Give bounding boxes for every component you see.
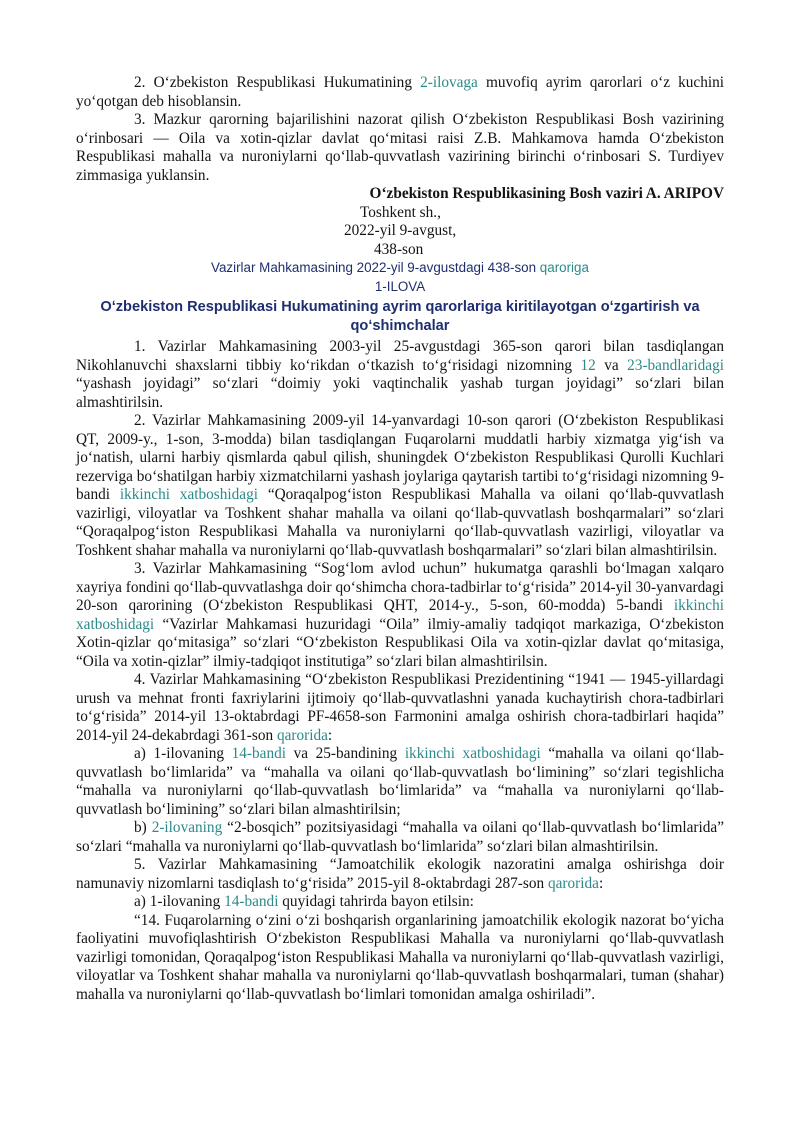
link-ikkinchi-xatboshidagi[interactable]: ikkinchi xatboshidagi (119, 486, 258, 503)
link-ikkinchi-xatboshidagi[interactable]: ikkinchi xatboshidagi (404, 745, 541, 762)
link-14-bandi[interactable]: 14-bandi (224, 893, 279, 910)
item-3: 3. Vazirlar Mahkamasining “Sogʻlom avlod uchun” hukumatga qarashli boʻlmagan xalqaro xayriya fondini qoʻllab-quvvatlashga doir qoʻshimcha chora-tadbirlar toʻgʻrisida” 2014-yil 30-yanvardagi 20-son qarorining (Oʻzbekiston Respublikasi QHT, 2014-y., 5-son, 60-modda) 5-bandi ikkinchi xatboshidagi “Vazirlar Mahkamasi huzuridagi “Oila” ilmiy-amaliy tadqiqot markaziga, Oʻzbekiston Xotin-qizlar qoʻmitasiga” soʻzlari “Oʻzbekiston Respublikasi Oila va xotin-qizlar davlat qoʻmitasiga, “Oila va xotin-qizlar” ilmiy-tadqiqot institutiga” soʻzlari bilan almashtirilsin. (76, 560, 724, 670)
link-ikkinchi-xatboshidagi[interactable]: ikkinchi xatboshidagi (76, 597, 724, 633)
annex-title: Oʻzbekiston Respublikasi Hukumatining ayrim qarorlariga kiritilayotgan oʻzgartirish va qoʻshimchalar (100, 299, 700, 334)
signature-number: 438-son (374, 240, 424, 258)
item-5a: a) 1-ilovaning 14-bandi quyidagi tahrirda bayon etilsin: (134, 893, 474, 910)
signer-line: Oʻzbekiston Respublikasining Bosh vaziri A. ARIPOV (369, 185, 724, 202)
link-23-bandlaridagi[interactable]: 23-bandlaridagi (627, 356, 724, 374)
link-2-ilovaning[interactable]: 2-ilovaning (151, 819, 223, 836)
item-4a: a) 1-ilovaning 14-bandi va 25-bandining ikkinchi xatboshidagi “mahalla va oilani qoʻllab-quvvatlash boʻlimlarida” va “mahalla va oilani qoʻllab-quvvatlash boʻlimining” soʻzlari tegishlicha “mahalla va nuroniylarni qoʻllab-quvvatlash boʻlimlarida” va “mahalla va nuroniylarni qoʻllab-quvvatlash boʻlimining” soʻzlari bilan almashtirilsin; (76, 745, 725, 818)
paragraph-2: 2. Oʻzbekiston Respublikasi Hukumatining 2-ilovaga muvofiq ayrim qarorlari oʻz kuchini yoʻqotgan deb hisoblansin. (76, 74, 724, 110)
paragraph-3: 3. Mazkur qarorning bajarilishini nazorat qilish Oʻzbekiston Respublikasi Bosh vazirining oʻrinbosari — Oila va xotin-qizlar davlat qoʻmitasi raisi Z.B. Mahkamova hamda Oʻzbekiston Respublikasi mahalla va nuroniylarni qoʻllab-quvvatlash vazirining birinchi oʻrinbosari S. Turdiyev zimmasiga yuklansin. (76, 111, 724, 184)
link-14-bandi[interactable]: 14-bandi (231, 745, 286, 762)
signature-date: 2022-yil 9-avgust, (344, 222, 457, 239)
link-qarorida[interactable]: qaroridа (547, 874, 599, 892)
item-4b: b) 2-ilovaning “2-bosqich” pozitsiyasidagi “mahalla va oilani qoʻllab-quvvatlash boʻlimlarida” soʻzlari “mahalla va nuroniylarni qoʻllab-quvvatlash boʻlimlarida” soʻzlari bilan almashtirilsin. (76, 819, 724, 855)
link-qarorida[interactable]: qaroridа (276, 726, 328, 744)
link-12[interactable]: 12 (580, 356, 596, 374)
annex-number: 1-ILOVA (374, 278, 426, 294)
item-4: 4. Vazirlar Mahkamasining “Oʻzbekiston Respublikasi Prezidentining “1941 — 1945-yillardagi urush va mehnat fronti faxriylarini ijtimoiy qoʻllab-quvvatlashni yanada kuchaytirish chora-tadbirlari toʻgʻrisida” 2014-yil 13-oktabrdagi PF-4658-son Farmonini amalga oshirish chora-tadbirlari haqida” 2014-yil 24-dekabrdagi 361-son qaroridа: (76, 671, 724, 744)
item-2: 2. Vazirlar Mahkamasining 2009-yil 14-yanvardagi 10-son qarori (Oʻzbekiston Respublikasi QT, 2009-y., 1-son, 3-modda) bilan tasdiqlangan Fuqarolarni muddatli harbiy xizmatga yigʻish va joʻnatish, ularni harbiy qismlarda qabul qilish, shuningdek Oʻzbekiston Respublikasi Qurolli Kuchlari rezerviga boʻshatilgan harbiy xizmatchilarni yashash joylariga qaytarish tartibi toʻgʻrisidagi nizomning 9-bandi ikkinchi xatboshidagi “Qoraqalpogʻiston Respublikasi Mahalla va oilani qoʻllab-quvvatlash vazirligi, viloyatlar va Toshkent shahar mahalla va oilani qoʻllab-quvvatlash boshqarmalari” soʻzlari “Qoraqalpogʻiston Respublikasi Mahalla va nuroniylarni qoʻllab-quvvatlash vazirligi, viloyatlar va Toshkent shahar mahalla va nuroniylarni qoʻllab-quvvatlash boshqarmalari” soʻzlari bilan almashtirilsin. (76, 412, 724, 559)
annex-reference: Vazirlar Mahkamasining 2022-yil 9-avgustdagi 438-son qaroriga (211, 260, 589, 275)
item-5: 5. Vazirlar Mahkamasining “Jamoatchilik ekologik nazoratini amalga oshirishga doir namunaviy nizomlarni tasdiqlash toʻgʻrisida” 2015-yil 8-oktabrdagi 287-son qaroridа: (76, 856, 724, 892)
item-5-quote: “14. Fuqarolarning oʻzini oʻzi boshqarish organlarining jamoatchilik ekologik nazorat boʻyicha faoliyatini muvofiqlashtirish Oʻzbekiston Respublikasi Mahalla va nuroniylarni qoʻllab-quvvatlash vazirligi tomonidan, Qoraqalpogʻiston Respublikasi Mahalla va nuroniylarni qoʻllab-quvvatlash vazirligi, viloyatlar va Toshkent shahar mahalla va nuroniylarni qoʻllab-quvvatlash boshqarmalari, tuman (shahar) mahalla va nuroniylarni qoʻllab-quvvatlash boʻlimlari tomonidan amalga oshiriladi”. (76, 911, 724, 1003)
link-qaroriga[interactable]: qaroriga (539, 260, 589, 275)
item-1: 1. Vazirlar Mahkamasining 2003-yil 25-avgustdagi 365-son qarori bilan tasdiqlangan Nikohlanuvchi shaxslarni tibbiy koʻrikdan oʻtkazish toʻgʻrisidagi nizomning 12 va 23-bandlaridagi “yashash joyidagi” soʻzlari “doimiy yoki vaqtinchalik yashab turgan joyidagi” soʻzlari bilan almashtirilsin. (76, 338, 724, 411)
link-2-ilovaga[interactable]: 2-ilovaga (420, 74, 478, 91)
signature-place: Toshkent sh., (360, 203, 441, 221)
